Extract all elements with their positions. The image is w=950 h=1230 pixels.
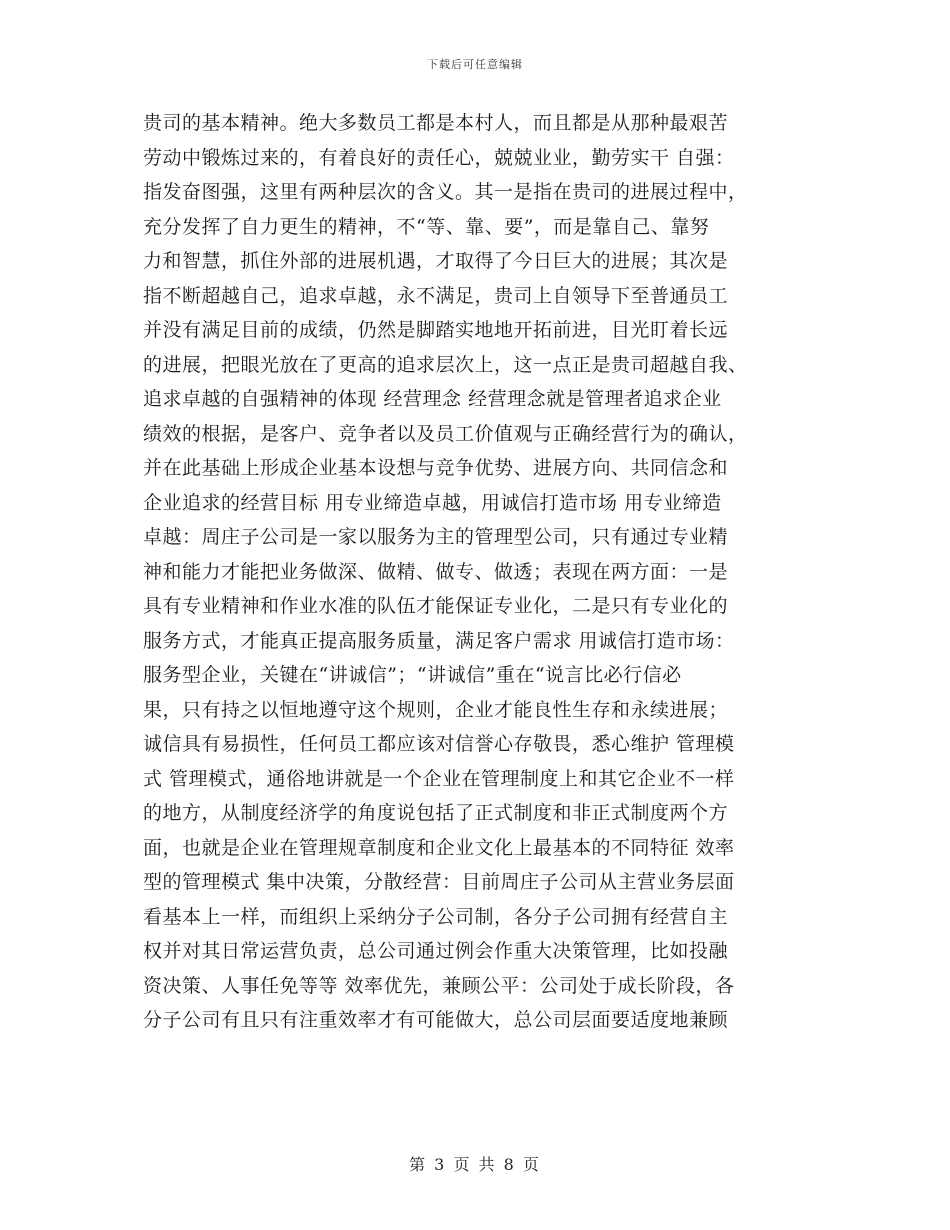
text-line: 并在此基础上形成企业基本设想与竞争优势、进展方向、共同信念和 (143, 457, 729, 479)
text-line: 分子公司有且只有注重效率才有可能做大，总公司层面要适度地兼顾 (143, 1009, 729, 1031)
text-line: 神和能力才能把业务做深、做精、做专、做透；表现在两方面：一是 (143, 560, 729, 583)
text-line: 的进展，把眼光放在了更高的追求层次上，这一点正是贵司超越自我、 (143, 353, 748, 376)
text-line: 服务方式，才能真正提高服务质量，满足客户需求 用诚信打造市场： (143, 629, 735, 652)
text-line: 的地方，从制度经济学的角度说包括了正式制度和非正式制度两个方 (143, 802, 729, 824)
text-line: 具有专业精神和作业水准的队伍才能保证专业化，二是只有专业化的 (143, 595, 729, 617)
text-line: 指发奋图强，这里有两种层次的含义。其一是指在贵司的进展过程中， (143, 181, 748, 203)
text-line: 果，只有持之以恒地遵守这个规则，企业才能良性生存和永续进展； (143, 698, 729, 721)
text-line: 权并对其日常运营负责，总公司通过例会作重大决策管理，比如投融 (143, 940, 729, 962)
text-line: 式 管理模式，通俗地讲就是一个企业在管理制度上和其它企业不一样 (143, 767, 735, 790)
text-line: 充分发挥了自力更生的精神，不“等、靠、要”，而是靠自己、靠努 (143, 215, 710, 238)
text-line: 诚信具有易损性，任何员工都应该对信誉心存敬畏，悉心维护 管理模 (143, 733, 735, 755)
text-line: 卓越：周庄子公司是一家以服务为主的管理型公司，只有通过专业精 (143, 526, 729, 548)
text-line: 指不断超越自己，追求卓越，永不满足，贵司上自领导下至普通员工 (143, 284, 729, 307)
page-number: 第 3 页 共 8 页 (409, 1155, 541, 1174)
page-header: 下载后可任意编辑 (427, 58, 523, 71)
text-line: 看基本上一样，而组织上采纳分子公司制，各分子公司拥有经营自主 (143, 905, 729, 928)
text-line: 资决策、人事任免等等 效率优先，兼顾公平：公司处于成长阶段，各 (143, 974, 735, 997)
text-line: 贵司的基本精神。绝大多数员工都是本村人，而且都是从那种最艰苦 (143, 112, 729, 134)
document-body (143, 106, 803, 1038)
text-line: 面，也就是企业在管理规章制度和企业文化上最基本的不同特征 效率 (143, 836, 735, 859)
text-line: 服务型企业，关键在“讲诚信”；“讲诚信”重在“说言比必行信必 (143, 664, 682, 686)
text-line: 并没有满足目前的成绩，仍然是脚踏实地地开拓前进，目光盯着长远 (143, 319, 729, 341)
text-line: 绩效的根据，是客户、竞争者以及员工价值观与正确经营行为的确认， (143, 422, 748, 445)
text-line: 追求卓越的自强精神的体现 经营理念 经营理念就是管理者追求企业 (143, 388, 722, 410)
text-line: 型的管理模式 集中决策，分散经营：目前周庄子公司从主营业务层面 (143, 871, 735, 893)
text-line: 力和智慧，抓住外部的进展机遇，才取得了今日巨大的进展；其次是 (143, 250, 729, 272)
text-line: 企业追求的经营目标 用专业缔造卓越，用诚信打造市场 用专业缔造 (143, 491, 722, 514)
text-line: 劳动中锻炼过来的，有着良好的责任心，兢兢业业，勤劳实干 自强： (143, 146, 735, 169)
